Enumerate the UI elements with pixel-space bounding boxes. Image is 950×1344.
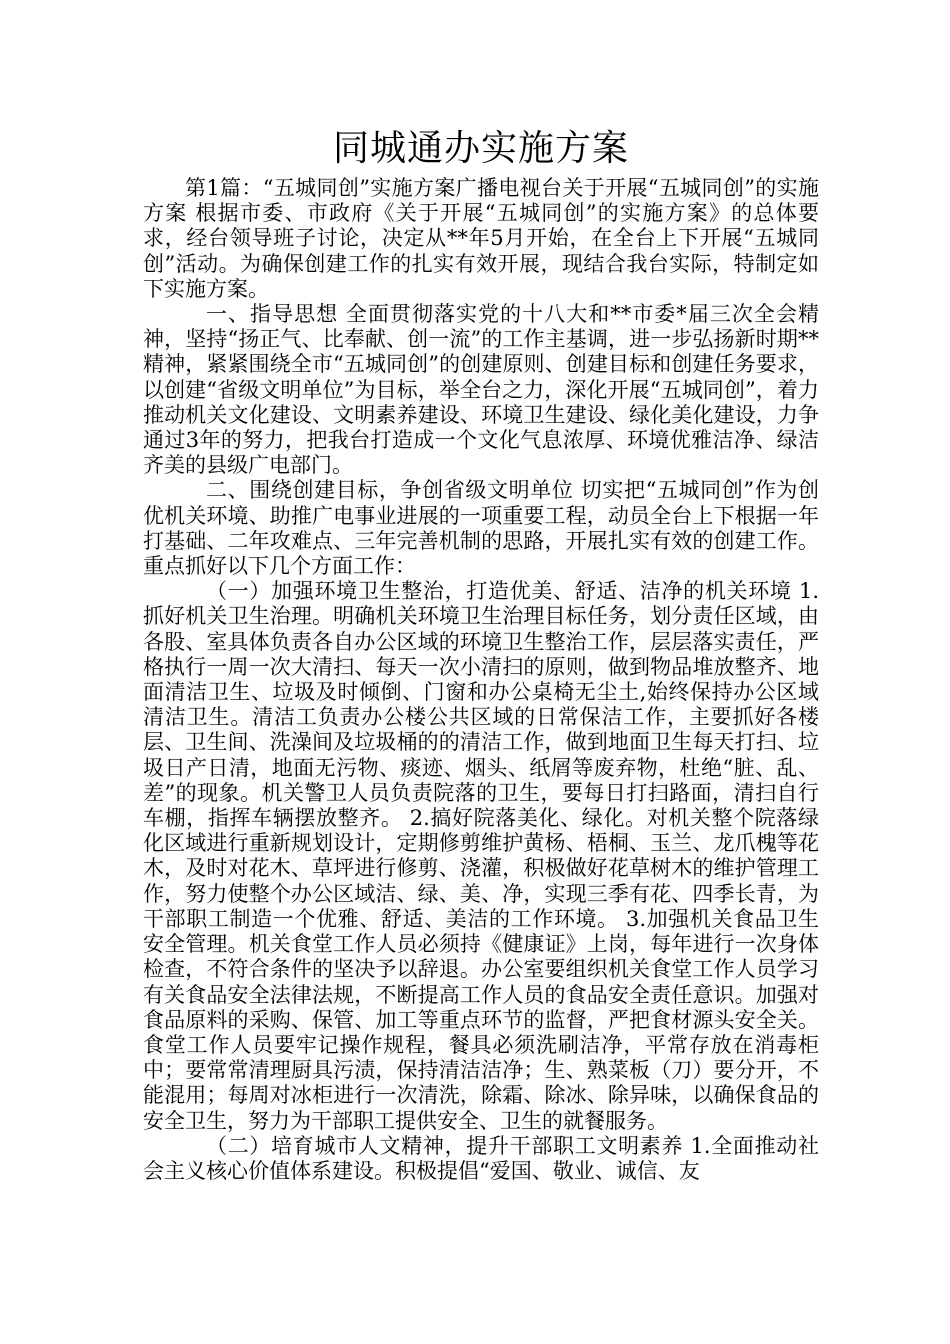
document-page xyxy=(143,124,819,1184)
paragraph-environment: （一）加强环境卫生整治，打造优美、舒适、洁净的机关环境 1.抓好机关卫生治理。明确机关环境卫生治理目标任务，划分责任区域，由各股、室具体负责各自办公区域的环境卫生整治工作，层层落实责任，严格执行一周一次大清扫、每天一次小清扫的原则，做到物品堆放整齐、地面清洁卫生、垃圾及时倾倒、门窗和办公桌椅无尘土,始终保持办公区域清洁卫生。清洁工负责办公楼公共区域的日常保洁工作，主要抓好各楼层、卫生间、洗澡间及垃圾桶的的清洁工作，做到地面卫生每天打扫、垃圾日产日清，地面无污物、痰迹、烟头、纸屑等废弃物，杜绝“脏、乱、差”的现象。机关警卫人员负责院落的卫生，要每日打扫路面，清扫自行车棚，指挥车辆摆放整齐。 2.搞好院落美化、绿化。对机关整个院落绿化区域进行重新规划设计，定期修剪维护黄杨、梧桐、玉兰、龙爪槐等花木，及时对花木、草坪进行修剪、浇灌，积极做好花草树木的维护管理工作，努力使整个办公区域洁、绿、美、净，实现三季有花、四季长青，为干部职工制造一个优雅、舒适、美洁的工作环境。 3.加强机关食品卫生安全管理。机关食堂工作人员必须持《健康证》上岗，每年进行一次身体检查，不符合条件的坚决予以辞退。办公室要组织机关食堂工作人员学习有关食品安全法律法规，不断提高工作人员的食品安全责任意识。加强对食品原料的采购、保管、加工等重点环节的监督，严把食材源头安全关。食堂工作人员要牢记操作规程，餐具必须洗刷洁净，平常存放在消毒柜中；要常常清理厨具污渍，保持清洁洁净；生、熟菜板（刀）要分开，不能混用；每周对冰柜进行一次清洗，除霜、除冰、除异味，以确保食品的安全卫生，努力为干部职工提供安全、卫生的就餐服务。 xyxy=(143,579,819,1133)
paragraph-guiding-thought: 一、指导思想 全面贯彻落实党的十八大和**市委*届三次全会精神，坚持“扬正气、比奉献、创一流”的工作主基调，进一步弘扬新时期**精神，紧紧围绕全市“五城同创”的创建原则、创建目标和创建任务要求，以创建“省级文明单位”为目标，举全台之力，深化开展“五城同创”，着力推动机关文化建设、文明素养建设、环境卫生建设、绿化美化建设，力争通过3年的努力，把我台打造成一个文化气息浓厚、环境优雅洁净、绿洁齐美的县级广电部门。 xyxy=(143,302,819,478)
paragraph-intro: 第1篇：“五城同创”实施方案广播电视台关于开展“五城同创”的实施方案 根据市委、市政府《关于开展“五城同创”的实施方案》的总体要求，经台领导班子讨论，决定从**年5月开始，在全台上下开展“五城同创”活动。为确保创建工作的扎实有效开展，现结合我台实际，特制定如下实施方案。 xyxy=(143,176,819,301)
paragraph-humanistic-spirit: （二）培育城市人文精神，提升干部职工文明素养 1.全面推动社会主义核心价值体系建设。积极提倡“爱国、敬业、诚信、友 xyxy=(143,1133,819,1183)
document-title: 同城通办实施方案 xyxy=(332,128,629,169)
paragraph-creation-goal: 二、围绕创建目标，争创省级文明单位 切实把“五城同创”作为创优机关环境、助推广电事业进展的一项重要工程，动员全台上下根据一年打基础、二年攻难点、三年完善机制的思路，开展扎实有效的创建工作。重点抓好以下几个方面工作： xyxy=(143,478,819,579)
